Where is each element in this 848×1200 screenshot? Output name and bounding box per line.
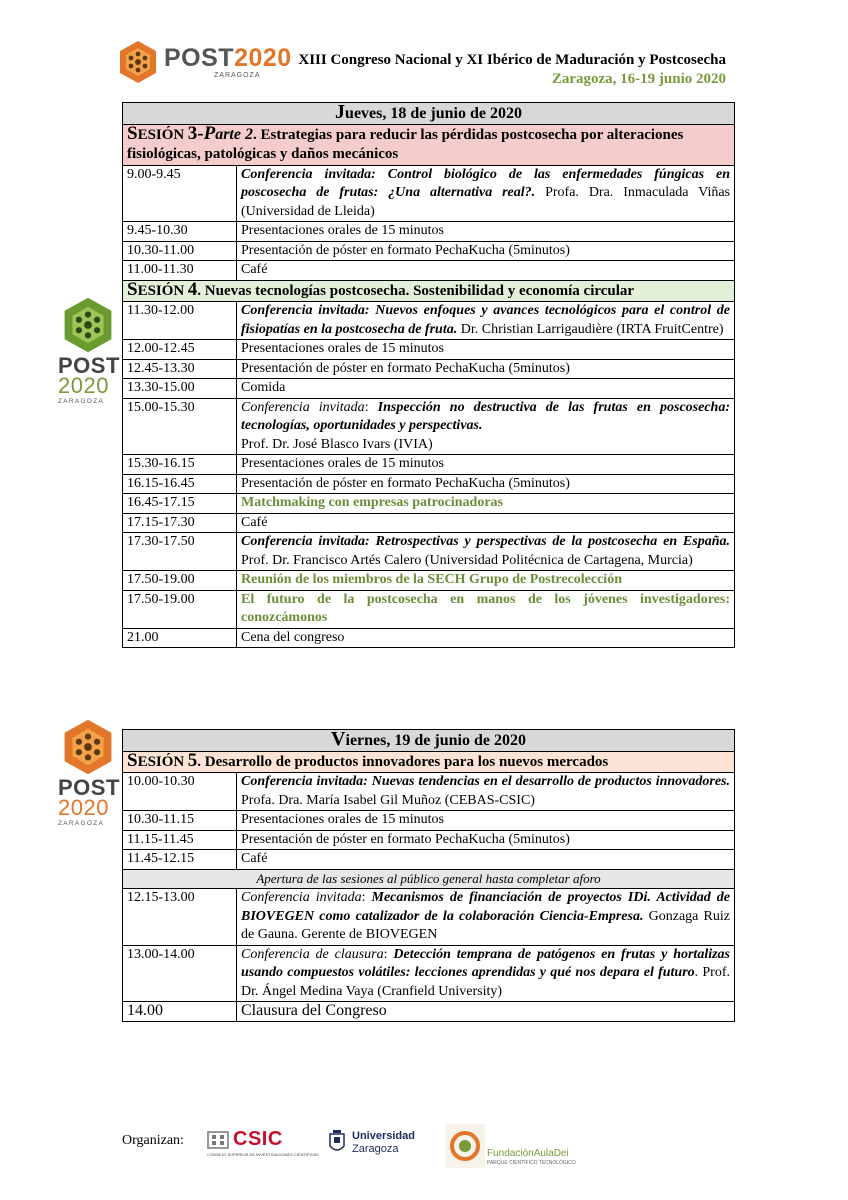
schedule-row: 11.00-11.30 Café <box>123 261 735 281</box>
schedule-row: 11.15-11.45 Presentación de póster en formato PechaKucha (5minutos) <box>123 830 735 850</box>
side-logo-city: ZARAGOZA <box>58 820 105 827</box>
schedule-row: 10.30-11.00 Presentación de póster en formato PechaKucha (5minutos) <box>123 241 735 261</box>
schedule-row: 17.50-19.00 El futuro de la postcosecha en manos de los jóvenes investigadores: conozcámonos <box>123 590 735 628</box>
schedule-row: 9.00-9.45 Conferencia invitada: Control biológico de las enfermedades fúngicas en poscosecha de frutas: ¿Una alternativa real?. Profa. Dra. Inmaculada Viñas (Universidad de Lleida) <box>123 165 735 222</box>
thursday-schedule-table <box>122 102 735 648</box>
friday-schedule-table <box>122 729 735 1022</box>
schedule-row: 17.15-17.30 Café <box>123 513 735 533</box>
schedule-row: 11.45-12.15 Café <box>123 850 735 870</box>
schedule-row: 13.30-15.00 Comida <box>123 379 735 399</box>
side-logo-post: POST <box>58 353 120 378</box>
schedule-row: 12.45-13.30 Presentación de póster en formato PechaKucha (5minutos) <box>123 359 735 379</box>
schedule-row: 10.00-10.30 Conferencia invitada: Nuevas tendencias en el desarrollo de productos innovadores. Profa. Dra. María Isabel Gil Muñoz (CEBAS-CSIC) <box>123 773 735 811</box>
session-3-heading: SESIÓN 3-Parte 2. Estrategias para reducir las pérdidas postcosecha por alteraciones fisiológicas, patológicas y daños mecánicos <box>123 124 735 165</box>
university-crest-icon <box>328 1130 346 1156</box>
day-heading-friday: Viernes, 19 de junio de 2020 <box>123 730 735 752</box>
green-hexagon-icon <box>62 296 114 354</box>
side-logo-year: 2020 <box>58 373 109 398</box>
schedule-row: 10.30-11.15 Presentaciones orales de 15 minutos <box>123 811 735 831</box>
schedule-row: 17.50-19.00 Reunión de los miembros de la SECH Grupo de Postrecolección <box>123 571 735 591</box>
post2020-header-logo <box>118 40 292 84</box>
universidad-zaragoza-logo: Universidad Zaragoza <box>326 1128 426 1162</box>
logo-wordmark: POST2020 <box>164 44 292 72</box>
schedule-row: 13.00-14.00 Conferencia de clausura: Detección temprana de patógenos en frutas y hortalizas usando compuestos volátiles: lecciones aprendidas y qué nos depara el futuro. Prof. Dr. Ángel Medina Vaya (Cranfield University) <box>123 945 735 1002</box>
side-logo-year: 2020 <box>58 795 109 820</box>
session-4-heading: SESIÓN 4. Nuevas tecnologías postcosecha. Sostenibilidad y economía circular <box>123 280 735 302</box>
congress-dates: Zaragoza, 16-19 junio 2020 <box>551 71 726 87</box>
logo-city: ZARAGOZA <box>214 72 261 79</box>
side-logo-post: POST <box>58 775 120 800</box>
csic-logo: CSIC CONSEJO SUPERIOR DE INVESTIGACIONES CIENTÍFICAS <box>207 1128 319 1157</box>
aula-dei-emblem-icon <box>445 1124 485 1168</box>
schedule-row: 11.30-12.00 Conferencia invitada: Nuevos enfoques y avances tecnológicos para el control de fisiopatías en la postcosecha de fruta. Dr. Christian Larrigaudière (IRTA FruitCentre) <box>123 302 735 340</box>
fundacion-aula-dei-logo: FundaciónAulaDei PARQUE CIENTÍFICO TECNOLÓGICO <box>445 1124 585 1168</box>
orange-hexagon-icon <box>62 718 114 776</box>
post2020-hexagon-icon <box>118 40 158 84</box>
csic-emblem-icon <box>207 1130 229 1150</box>
post2020-side-logo-green <box>58 296 120 405</box>
session-5-heading: SESIÓN 5. Desarrollo de productos innovadores para los nuevos mercados <box>123 751 735 773</box>
schedule-row: 15.30-16.15 Presentaciones orales de 15 minutos <box>123 455 735 475</box>
schedule-row: 16.45-17.15 Matchmaking con empresas patrocinadoras <box>123 494 735 514</box>
organizers-label: Organizan: <box>122 1133 184 1148</box>
schedule-row: 14.00 Clausura del Congreso <box>123 1002 735 1022</box>
schedule-row: 15.00-15.30 Conferencia invitada: Inspección no destructiva de las frutas en poscosecha: tecnologías, oportunidades y perspectivas. Prof. Dr. José Blasco Ivars (IVIA) <box>123 398 735 455</box>
schedule-row: 9.45-10.30 Presentaciones orales de 15 minutos <box>123 222 735 242</box>
schedule-row: 17.30-17.50 Conferencia invitada: Retrospectivas y perspectivas de la postcosecha en España. Prof. Dr. Francisco Artés Calero (Universidad Politécnica de Cartagena, Murcia) <box>123 533 735 571</box>
schedule-row: 12.15-13.00 Conferencia invitada: Mecanismos de financiación de proyectos IDi. Actividad de BIOVEGEN como catalizador de la colaboración Ciencia-Empresa. Gonzaga Ruiz de Gauna. Gerente de BIOVEGEN <box>123 889 735 946</box>
public-opening-note: Apertura de las sesiones al público general hasta completar aforo <box>123 869 735 889</box>
schedule-row: 21.00 Cena del congreso <box>123 628 735 648</box>
side-logo-city: ZARAGOZA <box>58 398 105 405</box>
congress-title: XIII Congreso Nacional y XI Ibérico de Maduración y Postcosecha <box>298 52 726 68</box>
day-heading-thursday: Jueves, 18 de junio de 2020 <box>123 103 735 125</box>
schedule-row: 16.15-16.45 Presentación de póster en formato PechaKucha (5minutos) <box>123 474 735 494</box>
post2020-side-logo-orange <box>58 718 120 827</box>
schedule-row: 12.00-12.45 Presentaciones orales de 15 minutos <box>123 340 735 360</box>
